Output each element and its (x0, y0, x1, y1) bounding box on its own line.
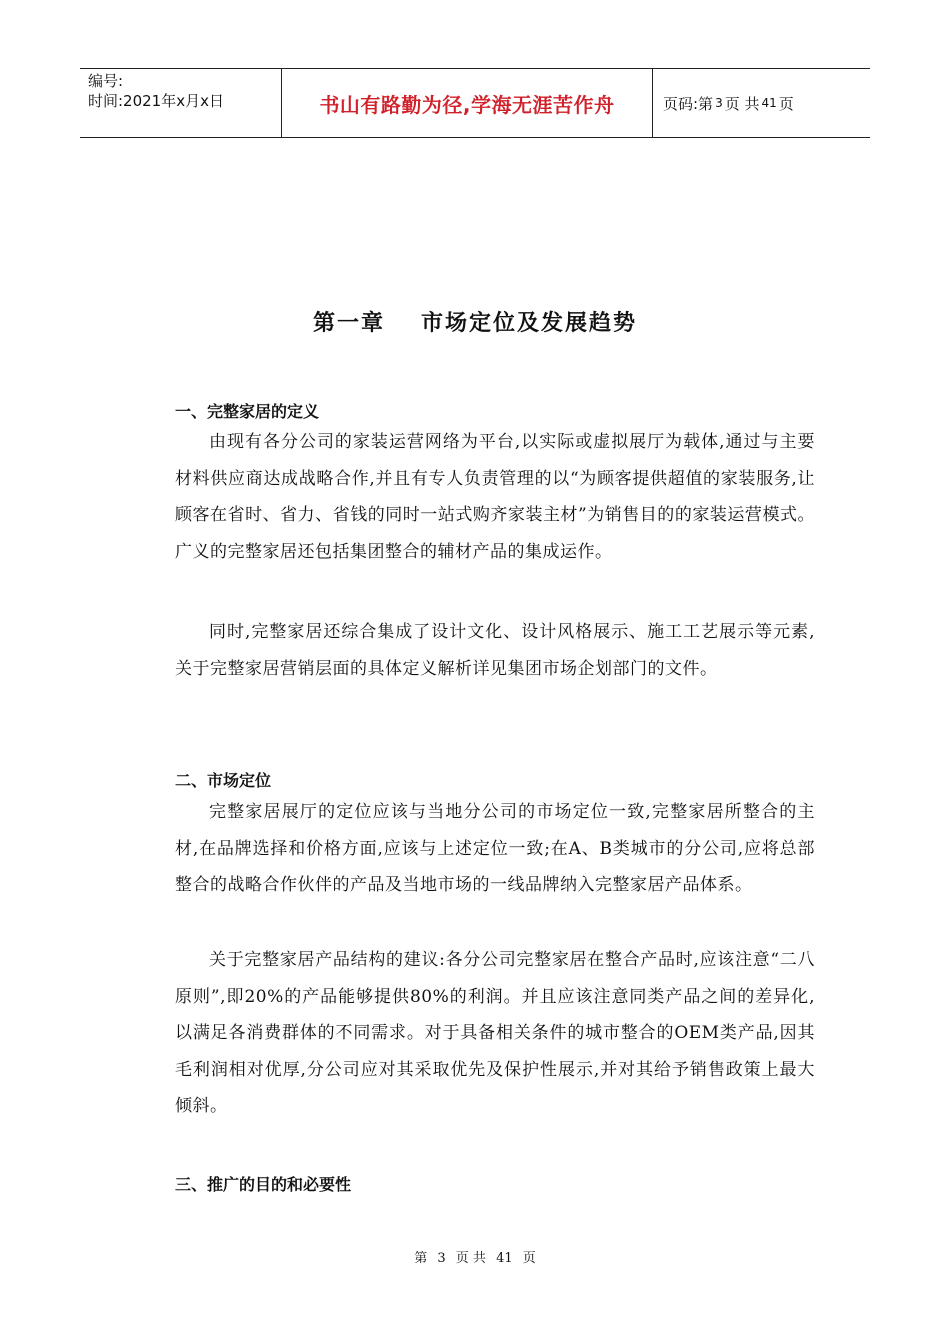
page-footer (0, 1247, 950, 1266)
chapter-title (0, 306, 950, 337)
page-mid: 页 共 (724, 94, 760, 113)
page-suffix: 页 (778, 94, 794, 113)
number-label: 编号: (88, 72, 124, 90)
header-motto: 书山有路勤为径,学海无涯苦作舟 (281, 69, 653, 137)
page-current: 3 (715, 96, 723, 110)
footer-mid: 页 共 (455, 1251, 486, 1266)
chapter-number: 第一章 (312, 311, 385, 336)
footer-total: 41 (496, 1251, 513, 1266)
paragraph: 同时,完整家居还综合集成了设计文化、设计风格展示、施工工艺展示等元素,关于完整家居营销层面的具体定义解析详见集团市场企划部门的文件。 (175, 622, 815, 679)
section-heading: 三、推广的目的和必要性 (175, 1175, 352, 1194)
footer-current: 3 (437, 1251, 446, 1266)
chapter-name: 市场定位及发展趋势 (421, 311, 638, 336)
document-header (80, 68, 870, 138)
page-total: 41 (761, 96, 777, 110)
header-page-info (653, 69, 870, 137)
paragraph: 完整家居展厅的定位应该与当地分公司的市场定位一致,完整家居所整合的主材,在品牌选择和价格方面,应该与上述定位一致;在A、B类城市的分公司,应将总部整合的战略合作伙伴的产品及当地市场的一线品牌纳入完整家居产品体系。 (175, 802, 815, 895)
paragraph: 由现有各分公司的家装运营网络为平台,以实际或虚拟展厅为载体,通过与主要材料供应商达成战略合作,并且有专人负责管理的以“为顾客提供超值的家装服务,让顾客在省时、省力、省钱的同时一站式购齐家装主材”为销售目的的家装运营模式。广义的完整家居还包括集团整合的辅材产品的集成运作。 (175, 432, 815, 562)
section-heading: 二、市场定位 (175, 771, 272, 790)
date-label: 时间:2021年x月x日 (88, 92, 224, 110)
page-prefix: 页码:第 (663, 94, 714, 113)
section-heading: 一、完整家居的定义 (175, 402, 320, 421)
paragraph: 关于完整家居产品结构的建议:各分公司完整家居在整合产品时,应该注意“二八原则”,即20%的产品能够提供80%的利润。并且应该注意同类产品之间的差异化,以满足各消费群体的不同需求。对于具备相关条件的城市整合的OEM类产品,因其毛利润相对优厚,分公司应对其采取优先及保护性展示,并对其给予销售政策上最大倾斜。 (175, 950, 815, 1116)
header-meta (80, 69, 281, 137)
footer-suffix: 页 (522, 1251, 536, 1266)
footer-prefix: 第 (414, 1251, 428, 1266)
